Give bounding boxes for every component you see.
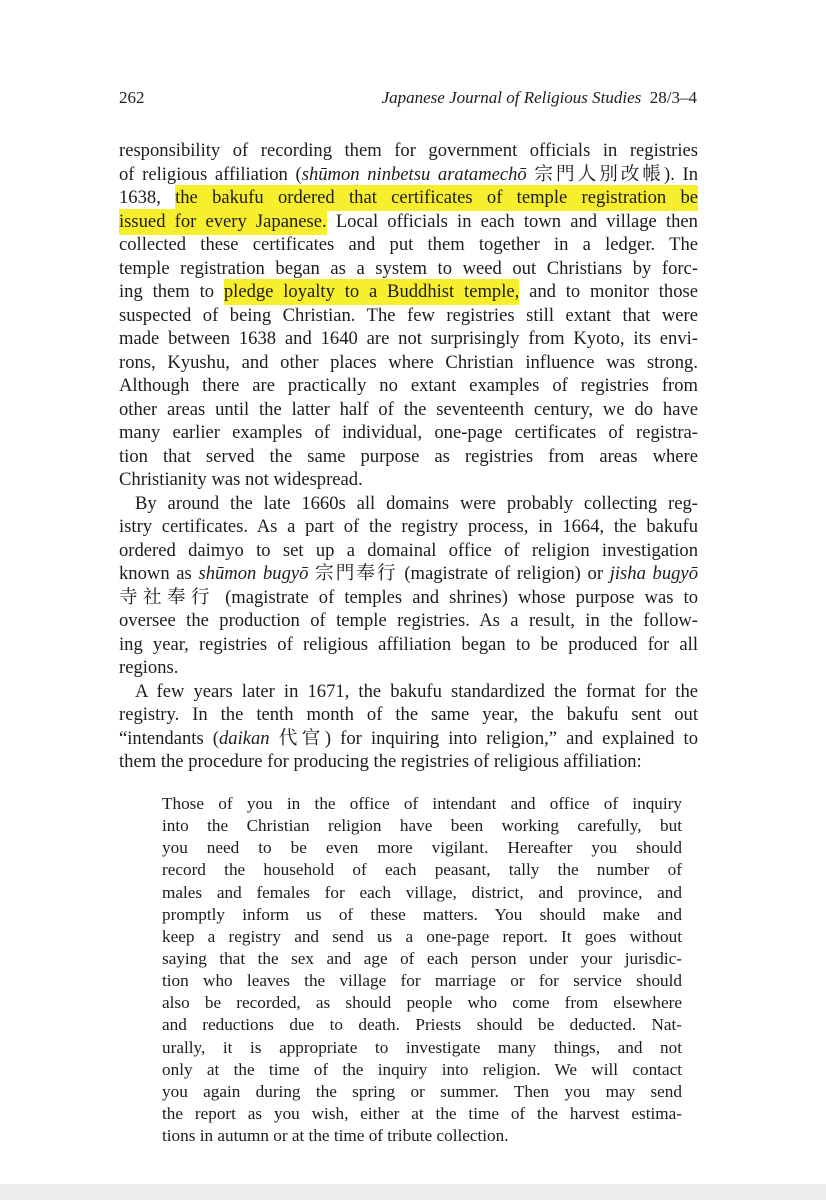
text-line: of religious affiliation (shūmon ninbetsu aratamechō 宗門人別改帳). In <box>119 163 698 185</box>
text-line: registry. In the tenth month of the same year, the bakufu sent out <box>119 704 698 725</box>
text-line: suspected of being Christian. The few registries still extant that were <box>119 304 698 326</box>
paragraph-first-line: A few years later in 1671, the bakufu standardized the format for the <box>135 680 698 702</box>
quote-line: tions in autumn or at the time of tribute collection. <box>162 1126 509 1146</box>
block-quote <box>162 793 682 1147</box>
quote-line: saying that the sex and age of each person under your jurisdic- <box>162 948 682 968</box>
text-line: 寺社奉行 (magistrate of temples and shrines) whose purpose was to <box>119 586 698 608</box>
text-line: ing year, registries of religious affiliation began to be produced for all <box>119 633 698 655</box>
highlighted-text: the bakufu ordered that certificates of temple registration be <box>175 185 698 211</box>
quote-line: promptly inform us of these matters. You should make and <box>162 904 682 924</box>
text-line: many earlier examples of individual, one-page certificates of registra- <box>119 422 698 443</box>
highlighted-text: pledge loyalty to a Buddhist temple, <box>224 279 519 305</box>
quote-line: the report as you wish, either at the time of the harvest estima- <box>162 1103 682 1123</box>
quote-line: into the Christian religion have been working carefully, but <box>162 816 682 836</box>
text-line: rons, Kyushu, and other places where Christian influence was strong. <box>119 351 698 373</box>
text-line: 1638, the bakufu ordered that certificates of temple registration be <box>119 186 698 210</box>
page-header <box>119 88 697 112</box>
text-line: them the procedure for producing the registries of religious affiliation: <box>119 751 642 772</box>
text-line: issued for every Japanese. Local officials in each town and village then <box>119 210 698 234</box>
quote-line: you again during the spring or summer. Then you may send <box>162 1081 682 1101</box>
quote-line: you need to be even more vigilant. Hereafter you should <box>162 838 682 858</box>
quote-line: urally, it is appropriate to investigate many things, and not <box>162 1037 682 1057</box>
issue-number: 28/3–4 <box>649 88 697 107</box>
text-line: known as shūmon bugyō 宗門奉行 (magistrate of religion) or jisha bugyō <box>119 563 698 584</box>
text-line: ordered daimyo to set up a domainal office of religion investigation <box>119 539 698 561</box>
term-italic: daikan <box>219 727 270 749</box>
quote-line: tion who leaves the village for marriage or for service should <box>162 971 682 991</box>
quote-line: also be recorded, as should people who come from elsewhere <box>162 993 682 1013</box>
running-head <box>382 88 697 108</box>
text-line: Christianity was not widespread. <box>119 469 363 490</box>
quote-line: only at the time of the inquiry into religion. We will contact <box>162 1059 682 1079</box>
highlighted-text: issued for every Japanese. <box>119 209 327 235</box>
text-line: regions. <box>119 657 179 678</box>
text-line: responsibility of recording them for government officials in registries <box>119 140 698 161</box>
text-line: other areas until the latter half of the seventeenth century, we do have <box>119 398 698 420</box>
text-line: temple registration began as a system to weed out Christians by forc- <box>119 257 698 279</box>
text-line: made between 1638 and 1640 are not surprisingly from Kyoto, its envi- <box>119 328 698 349</box>
text-line: ing them to pledge loyalty to a Buddhist temple, and to monitor those <box>119 280 698 304</box>
text-line: “intendants (daikan 代官) for inquiring into religion,” and explained to <box>119 727 698 749</box>
journal-title: Japanese Journal of Religious Studies <box>381 88 642 107</box>
page-bottom-edge <box>0 1184 826 1200</box>
body-text <box>119 139 698 774</box>
term-italic: shūmon ninbetsu aratamechō <box>301 163 527 185</box>
quote-line: Those of you in the office of intendant and office of inquiry <box>162 794 682 813</box>
term-italic: shūmon bugyō <box>198 563 309 584</box>
quote-line: males and females for each village, district, and province, and <box>162 882 682 902</box>
text-line: istry certificates. As a part of the registry process, in 1664, the bakufu <box>119 516 698 537</box>
page-number: 262 <box>119 88 145 107</box>
text-line: tion that served the same purpose as registries from areas where <box>119 445 698 467</box>
quote-line: keep a registry and send us a one-page report. It goes without <box>162 926 682 946</box>
text-line: collected these certificates and put them together in a ledger. The <box>119 234 698 255</box>
quote-line: and reductions due to death. Priests should be deducted. Nat- <box>162 1015 682 1035</box>
text-line: Although there are practically no extant examples of registries from <box>119 375 698 396</box>
text-line: oversee the production of temple registries. As a result, in the follow- <box>119 610 698 631</box>
paragraph-first-line: By around the late 1660s all domains were probably collecting reg- <box>135 492 698 514</box>
term-italic: jisha bugyō <box>609 563 698 584</box>
quote-line: record the household of each peasant, tally the number of <box>162 860 682 880</box>
